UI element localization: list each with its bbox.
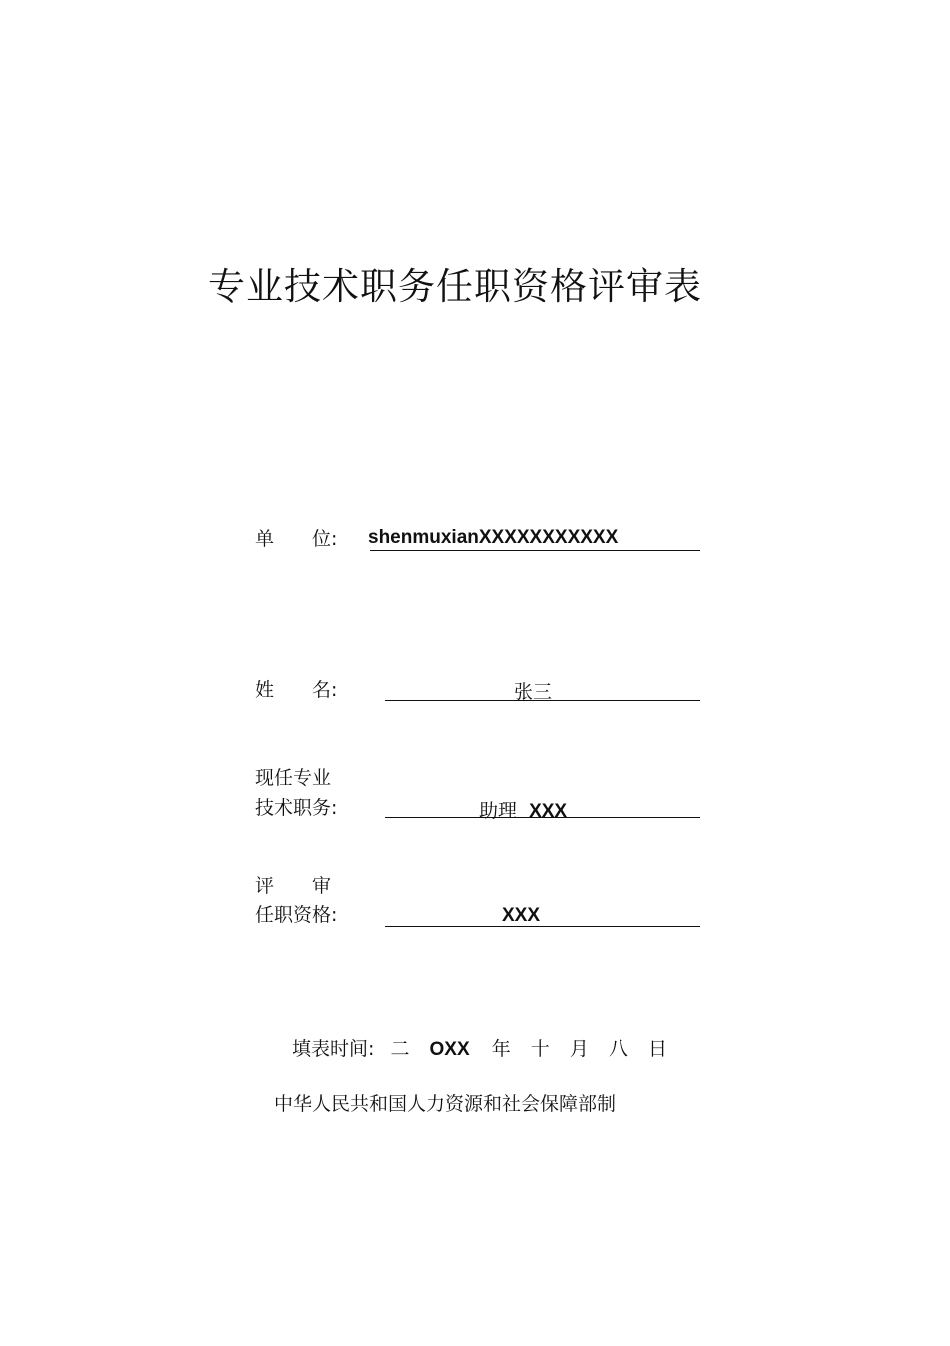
unit-value[interactable]: shenmuxianXXXXXXXXXXX — [368, 527, 619, 548]
fill-date-month[interactable]: 十 — [530, 1038, 550, 1060]
review-qualification-label-line2: 任职资格: — [255, 904, 338, 926]
review-qualification-label-line1: 评 审 — [255, 875, 332, 897]
form-title: 专业技术职务任职资格评审表 — [208, 265, 702, 308]
name-label: 姓 名: — [255, 679, 338, 701]
fill-date-month-unit: 月 — [569, 1038, 589, 1060]
current-position-value-cn: 助理 — [479, 800, 518, 822]
review-qualification-underline — [385, 926, 700, 927]
review-qualification-value[interactable]: XXX — [502, 905, 541, 926]
issuer-footer: 中华人民共和国人力资源和社会保障部制 — [274, 1093, 617, 1115]
fill-date-year-rest[interactable]: OXX — [429, 1039, 470, 1060]
fill-date-day[interactable]: 八 — [608, 1038, 628, 1060]
unit-label: 单 位: — [255, 528, 338, 550]
current-position-value-latin: XXX — [529, 801, 568, 822]
fill-date-year-unit: 年 — [491, 1038, 511, 1060]
current-position-value[interactable] — [479, 796, 567, 823]
current-position-label-line1: 现任专业 — [255, 767, 332, 789]
fill-date-label: 填表时间: — [292, 1038, 375, 1060]
fill-date-year-prefix[interactable]: 二 — [390, 1038, 410, 1060]
unit-underline — [370, 550, 700, 551]
fill-date-row — [292, 1034, 667, 1061]
current-position-label-line2: 技术职务: — [255, 797, 338, 819]
name-value[interactable]: 张三 — [514, 681, 553, 703]
fill-date-day-unit: 日 — [647, 1038, 667, 1060]
